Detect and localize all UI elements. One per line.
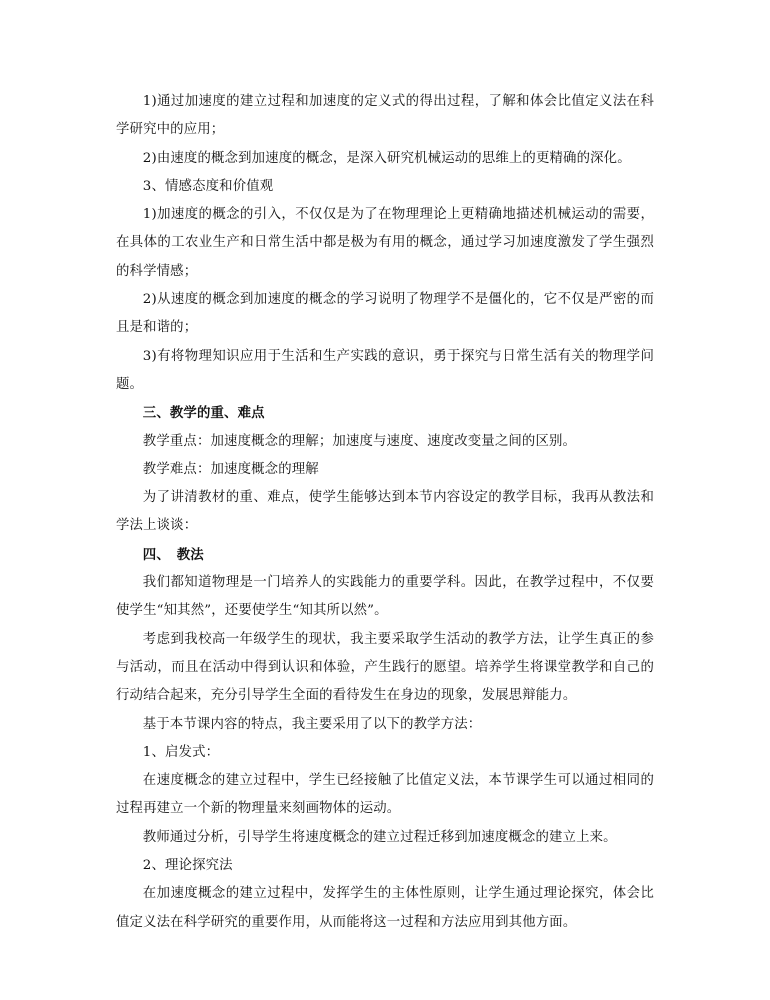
paragraph-4: 1)加速度的概念的引入，不仅仅是为了在物理理论上更精确地描述机械运动的需要，在具体的工农业生产和日常生活中都是极为有用的概念，通过学习加速度激发了学生强烈的科学情感；	[116, 207, 654, 279]
document-body	[116, 88, 654, 937]
paragraph-12: 我们都知道物理是一门培养人的实践能力的重要学科。因此，在教学过程中，不仅要使学生“知其然”，还要使学生“知其所以然”。	[116, 575, 654, 619]
paragraph-14: 基于本节课内容的特点，我主要采用了以下的教学方法：	[142, 716, 482, 732]
paragraph-18: 2、理论探究法	[142, 858, 233, 874]
paragraph-15: 1、启发式：	[142, 744, 220, 760]
section-heading-3: 三、教学的重、难点	[142, 405, 265, 422]
paragraph-9: 教学难点：加速度概念的理解	[142, 461, 319, 477]
paragraph-13: 考虑到我校高一年级学生的现状，我主要采取学生活动的教学方法，让学生真正的参与活动，而且在活动中得到认识和体验，产生践行的愿望。培养学生将课堂教学和自己的行动结合起来，充分引导学生全面的看待发生在身边的现象，发展思辩能力。	[116, 631, 654, 704]
paragraph-5: 2)从速度的概念到加速度的概念的学习说明了物理学不是僵化的，它不仅是严密的而且是和谐的；	[116, 292, 654, 336]
paragraph-10: 为了讲清教材的重、难点，使学生能够达到本节内容设定的教学目标，我再从教法和学法上谈谈：	[116, 490, 654, 534]
section-heading-4: 四、 教法	[142, 546, 204, 563]
paragraph-19: 在加速度概念的建立过程中，发挥学生的主体性原则，让学生通过理论探究，体会比值定义法在科学研究的重要作用，从而能将这一过程和方法应用到其他方面。	[116, 886, 654, 930]
paragraph-8: 教学重点：加速度概念的理解；加速度与速度、速度改变量之间的区别。	[142, 433, 577, 449]
paragraph-2: 2)由速度的概念到加速度的概念，是深入研究机械运动的思维上的更精确的深化。	[142, 150, 631, 166]
paragraph-3: 3、情感态度和价值观	[142, 178, 274, 194]
paragraph-16: 在速度概念的建立过程中，学生已经接触了比值定义法，本节课学生可以通过相同的过程再建立一个新的物理量来刻画物体的运动。	[116, 773, 654, 817]
paragraph-17: 教师通过分析，引导学生将速度概念的建立过程迁移到加速度概念的建立上来。	[142, 829, 617, 845]
paragraph-1: 1)通过加速度的建立过程和加速度的定义式的得出过程，了解和体会比值定义法在科学研究中的应用；	[116, 94, 654, 138]
paragraph-6: 3)有将物理知识应用于生活和生产实践的意识，勇于探究与日常生活有关的物理学问题。	[116, 348, 654, 392]
